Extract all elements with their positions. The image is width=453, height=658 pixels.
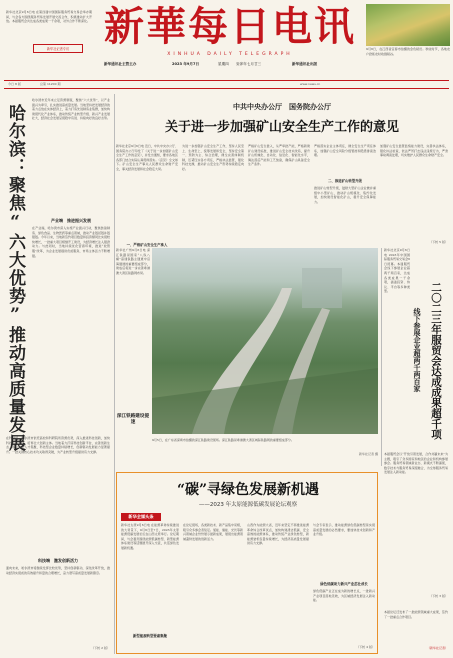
left-continued: （下转 2 版） — [91, 646, 110, 650]
lead-section-2: 二、推进矿山转型升级 — [328, 179, 362, 183]
right-body-2: 本届服贸会以“开放引领发展，合作共赢未来”为主题，吸引了众多国家和地区的企业和机构参展参会。服务贸易领域新业态、新模式不断涌现，数字技术与服务贸易深度融合，为全球服务贸易发展注入新动能。 — [384, 452, 448, 475]
right-bottom-text: 本届论坛还发布了一批能源领域重大成果，签约了一批重点合作项目。 — [384, 610, 448, 619]
left-body-4: 面向未来，哈尔滨市将继续发挥比较优势，坚持创新驱动，深化改革开放，推动经济实现质的有效提升和量的合理增长，奋力谱写高质量发展新篇章。 — [6, 566, 110, 575]
masthead-subtitle: XINHUA DAILY TELEGRAPH — [167, 52, 293, 57]
right-vertical-title: 二〇二三年服贸会达成成果超千项 — [430, 282, 442, 440]
feature-box — [116, 472, 378, 654]
right-bottom — [382, 610, 450, 654]
left-body-2: 在产业端，哈尔滨市深入实施产业振兴行动，聚焦装备制造、绿色食品、生物医药等重点领域，推动产业链延链补链强链。今年以来，当地新签约项目数量和投资额同比实现较快增长，一批重大项目相继开工建设，为经济增长注入强劲动力。与此同时，当地持续优化营商环境，推进“放管服”改革，为企业发展提供优质服务，市场主体活力不断增强。 — [32, 226, 110, 258]
masthead-lunar: 癸卯年七月廿三 — [236, 62, 262, 66]
feature-col-4b: 绿色低碳产业正在成为新的增长点，一批新兴产业项目落地见效，为区域经济发展注入新动能。 — [313, 589, 375, 603]
feature-col-3: 山西作为能源大省，近年来坚定不移推进能源革命综合改革试点，加快构建清洁低碳、安全高效的能源体系，推动传统产业绿色转型，新能源装机容量持续增长，为经济高质量发展提供有力支撑。 — [247, 523, 309, 546]
right-vertical-sub: 线下参展企业超两千两百家 — [413, 308, 422, 392]
left-column-divider — [114, 94, 115, 654]
railway-illustration — [152, 248, 378, 434]
lead-section-1: 一、严格矿山安全生产准入 — [126, 243, 168, 247]
photo-story — [116, 248, 378, 466]
masthead-rule-bottom — [4, 88, 449, 89]
lead-col-1: 新华社北京9月6日电 近日，中共中央办公厅、国务院办公厅印发了《关于进一步加强矿山安全生产工作的意见》，并发出通知，要求各地区各部门结合实际认真贯彻落实。《意见》全文如下。矿山安全生产事关人民群众生命财产安全，事关经济发展和社会稳定大局。 — [116, 144, 178, 171]
lead-col-2: 为进一步加强矿山安全生产工作，坚持人民至上、生命至上，统筹发展和安全，坚持安全第一、预防为主、综合治理，健全完善体制机制，压紧压实各方责任，严格执法监管，强化科技支撑，推动矿山安全生产形势持续稳定向好。 — [182, 144, 244, 171]
left-section-2: 科技端 激发创新活力 — [38, 558, 78, 563]
lead-continued: （下转 5 版） — [429, 240, 448, 244]
railway-photo — [152, 248, 378, 434]
photo-credit: 新华社记者 摄 — [359, 452, 378, 456]
feature-col-2: 在论坛现场，各类新技术、新产品集中亮相，吸引众多参会者驻足。氢能、储能、光伏等新兴领域企业纷纷展示最新成果，展现出能源领域蓬勃发展的创新活力。 — [183, 523, 243, 541]
masthead-right-org: 新华通讯社出版 — [292, 62, 318, 66]
left-vertical-title: 哈尔滨：聚焦“六大优势”推动高质量发展 — [5, 104, 25, 452]
masthead-right-photo — [366, 4, 450, 46]
masthead-rule-top — [4, 80, 449, 81]
lead-col-4: 严格落实企业主体责任，健全安全生产责任体系，加强矿山安全风险分级管控和隐患排查治理。 — [314, 144, 376, 158]
masthead-website: www.news.cn — [300, 82, 321, 86]
photo-left-text: 新华社广州9月6日电 深江铁路是国家“八纵八横”高速铁路主通道中沿海通道的重要组成部分，建成后将进一步完善粤港澳大湾区铁路网布局。 — [116, 248, 150, 275]
lead-story — [116, 94, 448, 247]
left-body-1: 哈尔滨市近年来立足资源禀赋，聚焦“六大优势”，以产业振兴为牵引，扎实推进高质量发展。当地坚持把发展经济的着力点放在实体经济上，着力打造先进制造业集群，加快构建现代化产业体系，推动传统产业转型升级、新兴产业发展壮大，经济社会发展呈现稳中有进、持续向好的良好态势。 — [32, 98, 110, 121]
feature-badge: 新华全媒头条 — [121, 513, 161, 521]
masthead-left-blurb: 新华社北京9月6日电 在第四届中国国际服务贸易交易会举办期间，与会各方围绕服务贸易发展开展交流合作，积极推动扩大开放。本届服贸会共达成各类成果一千余项，对外合作不断深化。 — [6, 10, 92, 24]
masthead-title: 新華每日电讯 — [104, 3, 356, 50]
right-column — [382, 248, 450, 608]
masthead-right-caption: 9月6日，在江西省宜春市拍摄的金色稻田。秋收时节，各地农户抢抓农时收割稻谷。 — [366, 47, 450, 56]
left-body-3: 在科技端，哈尔滨市依托高校和科研院所资源优势，深入推进科技创新，加快科技成果转化，培育壮大创新主体。当地着力打造科技创新平台，完善创新生态，吸引各类人才集聚，科技型企业数量持续增长，创新驱动发展能力显著提升。一批关键核心技术攻关取得突破，为产业转型升级提供有力支撑。 — [6, 436, 110, 454]
right-continued: （下转 3 版） — [429, 594, 448, 598]
feature-section-1: 新型能源转型要素集聚 — [133, 634, 167, 638]
masthead-date: 2023 年9月7日 — [172, 62, 200, 66]
photo-caption-text: 9月5日，在广东省深圳市拍摄的深江铁路建设现场。深江铁路是粤港澳大湾区城际铁路网的重要组成部分。 — [152, 438, 294, 442]
masthead-weekday: 星期四 — [218, 62, 229, 66]
feature-subtitle: ——2023 年太原能源低碳发展论坛观察 — [198, 502, 298, 508]
feature-col-1: 新华社太原9月6日电 在能源革命持续推进的大背景下，9月6日至7日，2023年太原能源低碳发展论坛在山西太原举行。论坛期间，与会嘉宾围绕能源低碳转型、新型能源体系建设等话题展开深入交流，共话绿色发展新机遇。 — [121, 523, 179, 550]
masthead-left-org: 新华通讯社主管主办 — [104, 62, 137, 66]
right-body-1: 新华社北京9月6日电 2023年中国国际服务贸易交易会6日闭幕。本届服贸会线下参展企业超两千两百家，达成各类成果一千余项，涵盖投资、协议、平台等多种类型。 — [384, 248, 410, 294]
lead-headline: 关于进一步加强矿山安全生产工作的意见 — [164, 120, 399, 135]
lead-col-3: 严格矿山安全准入，从严审批产能，严格新建矿山建设标准，推进矿山安全技术改造，提升矿山机械化、自动化、信息化、智能化水平，淘汰落后产能和工艺装备，确保矿山具备安全生产条件。 — [248, 144, 310, 167]
feature-section-2: 绿色低碳助力新兴产业茁壮成长 — [320, 582, 368, 586]
left-column — [2, 94, 112, 654]
masthead-left-box — [33, 44, 83, 53]
lead-col-5: 加强矿山安全监管监察能力建设，完善执法体系，强化执法检查，依法严厉打击违法违规行为，严肃事故调查处理，切实维护人民群众生命财产安全。 — [380, 144, 448, 158]
photo-caption-title: 深江铁路建设提速 — [116, 414, 150, 425]
masthead — [0, 0, 453, 92]
lead-kicker: 中共中央办公厅 国务院办公厅 — [233, 103, 331, 111]
masthead-code: 总第 11200 期 — [40, 82, 61, 86]
feature-headline: “碳”寻绿色发展新机遇 — [176, 482, 320, 498]
left-section-1: 产业端 推进振兴发展 — [51, 218, 91, 223]
feature-col-4: 与会专家表示，推动能源绿色低碳转型是实现高质量发展的必然要求，要加快技术创新和产业升级。 — [313, 523, 375, 537]
feature-continued: （下转 4 版） — [356, 645, 375, 649]
footer-credit: （新华社记者） — [426, 646, 448, 650]
masthead-issue-no: 今日 8 版 — [8, 82, 21, 86]
masthead-left-box-title: 新华社记者专访 — [46, 47, 70, 51]
lead-col-4b: 推进矿山转型升级，鼓励大型矿山企业兼并重组中小型矿山，推动矿山规模化、集约化发展，加快建设智能化矿山，提升安全保障能力。 — [314, 186, 376, 204]
